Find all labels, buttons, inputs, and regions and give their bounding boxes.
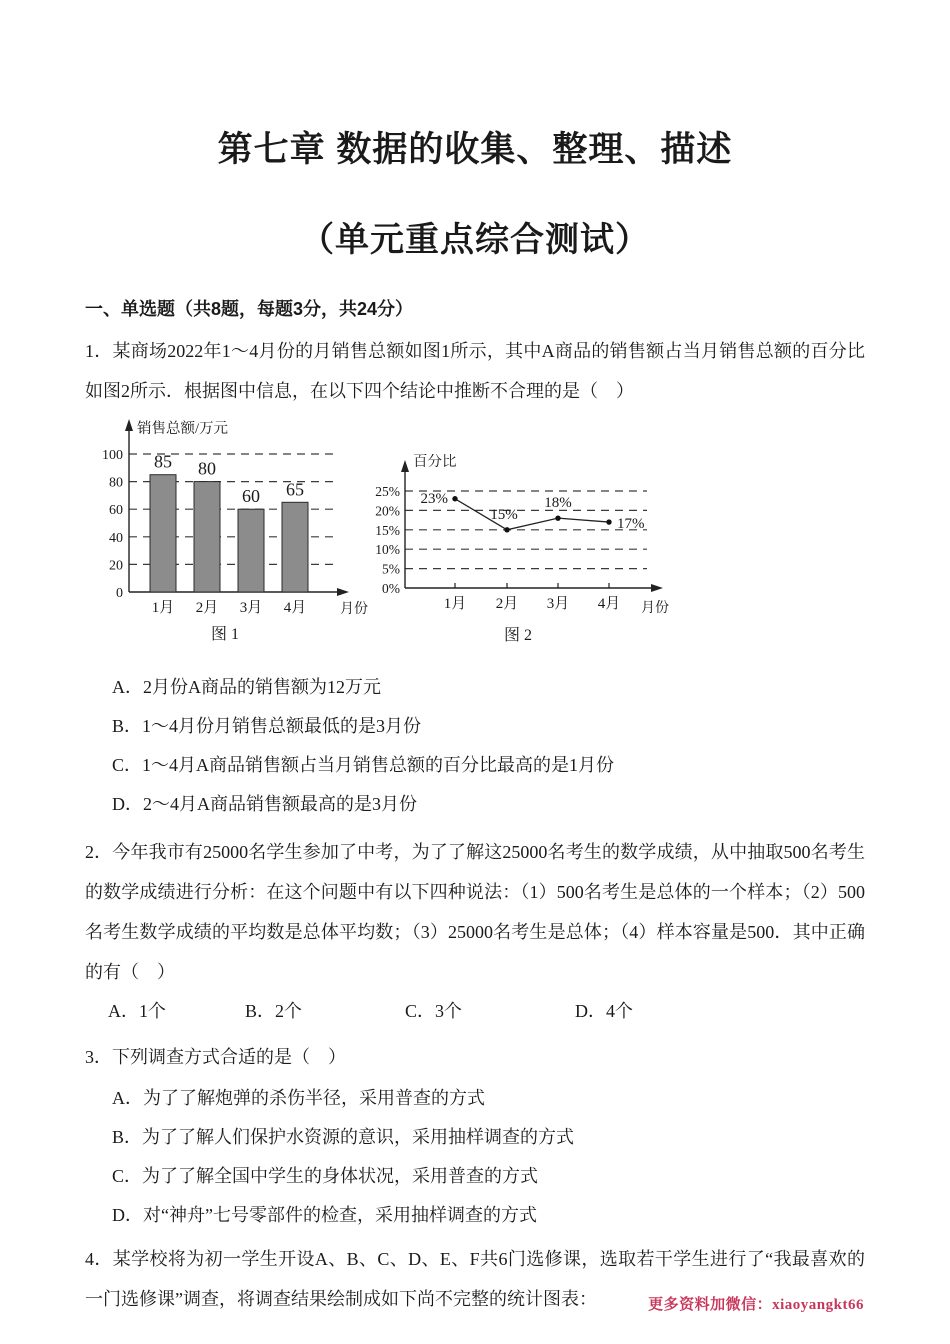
svg-text:2月: 2月 (195, 600, 219, 616)
bar-2月 (194, 482, 220, 592)
charts-row (97, 417, 950, 646)
page-subtitle: （单元重点综合测试） (300, 221, 650, 259)
svg-text:0%: 0% (382, 581, 400, 596)
svg-text:销售总额/万元: 销售总额/万元 (137, 421, 229, 437)
svg-text:百分比: 百分比 (413, 454, 457, 470)
question-3-option-d: D．对“神舟”七号零部件的检查，采用抽样调查的方式 (112, 1205, 537, 1225)
bar-4月 (282, 502, 308, 592)
svg-text:1月: 1月 (443, 596, 467, 612)
bar-1月 (150, 475, 176, 592)
question-3-option-b: B．为了了解人们保护水资源的意识，采用抽样调查的方式 (112, 1127, 575, 1147)
page-title: 第七章 数据的收集、整理、描述 (217, 130, 733, 169)
svg-text:17%: 17% (617, 516, 645, 533)
svg-text:3月: 3月 (546, 596, 570, 612)
data-point-2月 (504, 527, 509, 532)
question-2-option-d: D．4个 (575, 1001, 633, 1021)
svg-text:10%: 10% (375, 542, 400, 558)
svg-text:20%: 20% (375, 503, 400, 519)
x-axis-arrow (651, 584, 663, 592)
question-1-options (112, 668, 950, 824)
watermark-text: 更多资料加微信：xiaoyangkt66 (648, 1297, 864, 1313)
svg-text:85: 85 (154, 451, 172, 472)
figure-2-line-chart (375, 454, 680, 646)
svg-text:0: 0 (116, 586, 123, 601)
svg-text:15%: 15% (490, 506, 518, 523)
svg-text:23%: 23% (420, 490, 448, 507)
svg-text:月份: 月份 (641, 601, 669, 616)
svg-text:80: 80 (198, 458, 216, 479)
svg-text:60: 60 (109, 503, 123, 519)
question-2-option-c: C．3个 (405, 1001, 463, 1021)
data-point-3月 (555, 515, 560, 520)
question-2-options (108, 992, 950, 1031)
question-2-option-b: B．2个 (245, 1001, 303, 1021)
svg-text:60: 60 (242, 486, 260, 507)
question-1-option-b: B．1～4月份月销售总额最低的是3月份 (112, 716, 422, 736)
svg-text:月份: 月份 (340, 602, 368, 617)
question-3-option-a: A．为了了解炮弹的杀伤半径，采用普查的方式 (112, 1088, 485, 1108)
svg-text:40: 40 (109, 530, 123, 546)
question-2-option-a: A．1个 (108, 1001, 166, 1021)
svg-text:65: 65 (286, 479, 304, 500)
svg-text:1月: 1月 (151, 600, 175, 616)
question-3-stem: 3．下列调查方式合适的是（ ） (85, 1047, 346, 1067)
svg-text:100: 100 (102, 448, 123, 463)
svg-text:15%: 15% (375, 522, 400, 538)
svg-text:80: 80 (109, 475, 123, 491)
svg-text:5%: 5% (382, 561, 400, 577)
data-point-1月 (452, 496, 457, 501)
data-point-4月 (606, 519, 611, 524)
question-1-option-c: C．1～4月A商品销售额占当月销售总额的百分比最高的是1月份 (112, 755, 615, 775)
svg-text:4月: 4月 (283, 600, 307, 616)
section-heading: 一、单选题（共8题，每题3分，共24分） (85, 299, 414, 319)
bar-3月 (238, 509, 264, 592)
question-1-option-d: D．2～4月A商品销售额最高的是3月份 (112, 794, 417, 814)
figure-1-bar-chart (97, 417, 369, 646)
question-1-stem: 1．某商场2022年1～4月份的月销售总额如图1所示，其中A商品的销售额占当月销售总额的百分比如图2所示．根据图中信息，在以下四个结论中推断不合理的是（ ） (85, 341, 865, 401)
svg-text:图 1: 图 1 (210, 626, 240, 643)
question-3-option-c: C．为了了解全国中学生的身体状况，采用普查的方式 (112, 1166, 539, 1186)
y-axis-arrow (125, 419, 133, 431)
question-1-option-a: A．2月份A商品的销售额为12万元 (112, 677, 381, 697)
svg-text:20: 20 (109, 558, 123, 574)
question-4-stem: 4．某学校将为初一学生开设A、B、C、D、E、F共6门选修课，选取若干学生进行了“我最喜欢的一门选修课”调查，将调查结果绘制成如下尚不完整的统计图表： (85, 1249, 865, 1309)
svg-text:2月: 2月 (495, 596, 519, 612)
svg-text:3月: 3月 (239, 600, 263, 616)
y-axis-arrow (401, 460, 409, 472)
svg-text:18%: 18% (544, 495, 572, 512)
question-3-options (112, 1079, 950, 1235)
svg-text:25%: 25% (375, 484, 400, 499)
svg-text:图 2: 图 2 (503, 627, 533, 644)
x-axis-arrow (337, 588, 349, 596)
data-line (455, 499, 609, 530)
question-2-stem: 2．今年我市有25000名学生参加了中考，为了了解这25000名考生的数学成绩，从中抽取500名考生的数学成绩进行分析：在这个问题中有以下四种说法：（1）500名考生是总体的一个样本；（2）500名考生数学成绩的平均数是总体平均数；（3）25000名考生是总体；（4）样本容量是500．其中正确的有（ ） (85, 842, 865, 982)
svg-text:4月: 4月 (597, 596, 621, 612)
